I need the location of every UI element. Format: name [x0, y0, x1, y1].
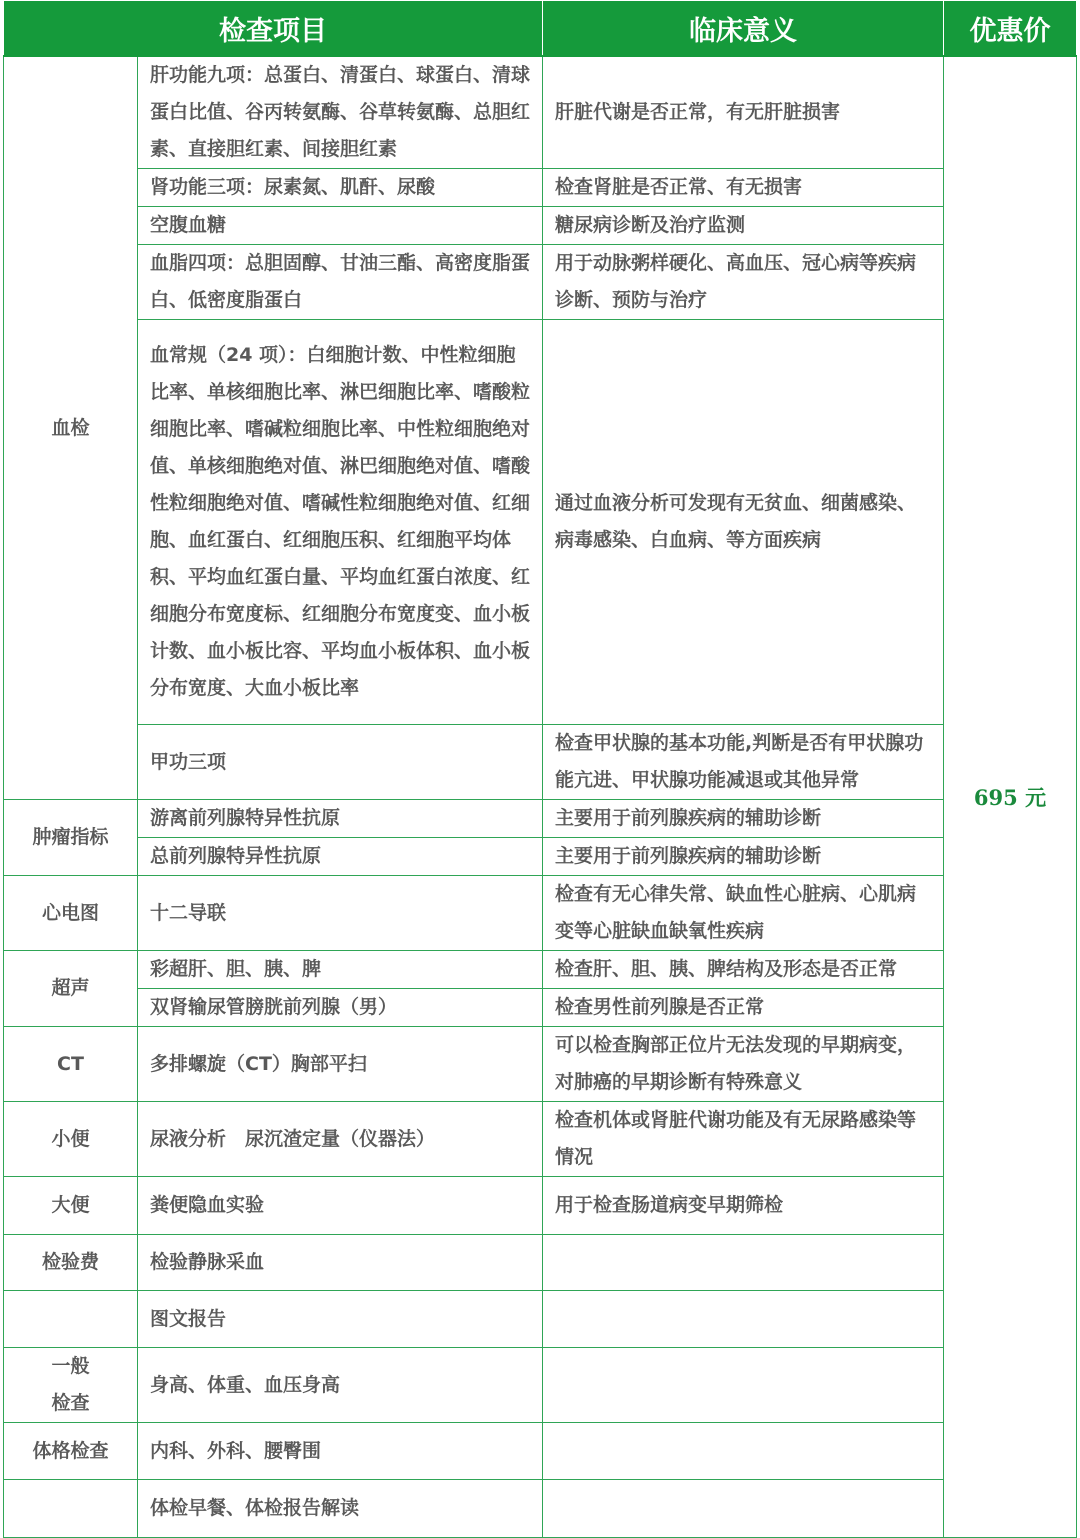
item-stool: 粪便隐血实验: [138, 1177, 543, 1235]
item-glucose: 空腹血糖: [138, 207, 543, 245]
table-row: [4, 1027, 1077, 1102]
item-tpsa: 总前列腺特异性抗原: [138, 838, 543, 876]
table-row: [4, 1102, 1077, 1177]
table-row: [4, 876, 1077, 951]
table-row: [4, 207, 1077, 245]
meaning-physical-empty: [543, 1423, 944, 1480]
table-row: [4, 169, 1077, 207]
table-header-row: [4, 1, 1077, 57]
category-ultrasound: 超声: [4, 951, 138, 1027]
item-thyroid: 甲功三项: [138, 725, 543, 800]
category-ecg: 心电图: [4, 876, 138, 951]
category-general-line2: 检查: [51, 1392, 90, 1414]
meaning-breakfast-empty: [543, 1480, 944, 1538]
meaning-us-urology: 检查男性前列腺是否正常: [543, 989, 944, 1027]
category-general-line1: 一般: [51, 1355, 90, 1377]
meaning-report-empty: [543, 1291, 944, 1348]
meaning-us-abdomen: 检查肝、胆、胰、脾结构及形态是否正常: [543, 951, 944, 989]
package-table: [3, 0, 1077, 1538]
table-row: [4, 56, 1077, 169]
table-row: [4, 245, 1077, 320]
table-row: [4, 1291, 1077, 1348]
item-venous: 检验静脉采血: [138, 1235, 543, 1291]
meaning-thyroid: 检查甲状腺的基本功能,判断是否有甲状腺功能亢进、甲状腺功能减退或其他异常: [543, 725, 944, 800]
item-physical: 内科、外科、腰臀围: [138, 1423, 543, 1480]
category-tumor: 肿瘤指标: [4, 800, 138, 876]
price-value: 695 元: [944, 56, 1077, 1538]
item-ecg: 十二导联: [138, 876, 543, 951]
table-row: [4, 989, 1077, 1027]
table-row: [4, 1423, 1077, 1480]
item-cbc: 血常规（24 项）：白细胞计数、中性粒细胞比率、单核细胞比率、淋巴细胞比率、嗜酸粒细胞比率、嗜碱粒细胞比率、中性粒细胞绝对值、单核细胞绝对值、淋巴细胞绝对值、嗜酸性粒细胞绝对值、嗜碱性粒细胞绝对值、红细胞、血红蛋白、红细胞压积、红细胞平均体积、平均血红蛋白量、平均血红蛋白浓度、红细胞分布宽度标、红细胞分布宽度变、血小板计数、血小板比容、平均血小板体积、血小板分布宽度、大血小板比率: [138, 320, 543, 725]
table-row: [4, 1480, 1077, 1538]
category-stool: 大便: [4, 1177, 138, 1235]
meaning-general-empty: [543, 1348, 944, 1423]
meaning-ct: 可以检查胸部正位片无法发现的早期病变，对肺癌的早期诊断有特殊意义: [543, 1027, 944, 1102]
item-lipid: 血脂四项：总胆固醇、甘油三酯、高密度脂蛋白、低密度脂蛋白: [138, 245, 543, 320]
meaning-lipid: 用于动脉粥样硬化、高血压、冠心病等疾病诊断、预防与治疗: [543, 245, 944, 320]
meaning-kidney: 检查肾脏是否正常、有无损害: [543, 169, 944, 207]
item-report: 图文报告: [138, 1291, 543, 1348]
header-item: 检查项目: [4, 1, 543, 57]
item-kidney: 肾功能三项：尿素氮、肌酐、尿酸: [138, 169, 543, 207]
meaning-cbc: 通过血液分析可发现有无贫血、细菌感染、病毒感染、白血病、等方面疾病: [543, 320, 944, 725]
meaning-stool: 用于检查肠道病变早期筛检: [543, 1177, 944, 1235]
category-urine: 小便: [4, 1102, 138, 1177]
table-row: [4, 1177, 1077, 1235]
category-empty: [4, 1291, 138, 1348]
item-fpsa: 游离前列腺特异性抗原: [138, 800, 543, 838]
item-us-urology: 双肾输尿管膀胱前列腺（男）: [138, 989, 543, 1027]
item-breakfast: 体检早餐、体检报告解读: [138, 1480, 543, 1538]
item-liver: 肝功能九项：总蛋白、清蛋白、球蛋白、清球蛋白比值、谷丙转氨酶、谷草转氨酶、总胆红素、直接胆红素、间接胆红素: [138, 56, 543, 169]
category-physical: 体格检查: [4, 1423, 138, 1480]
table-row: [4, 725, 1077, 800]
item-ct: 多排螺旋（CT）胸部平扫: [138, 1027, 543, 1102]
table-row: [4, 838, 1077, 876]
header-price: 优惠价: [944, 1, 1077, 57]
category-lab-fee: 检验费: [4, 1235, 138, 1291]
category-ct: CT: [4, 1027, 138, 1102]
table-row: [4, 1235, 1077, 1291]
table-row: [4, 951, 1077, 989]
meaning-fpsa: 主要用于前列腺疾病的辅助诊断: [543, 800, 944, 838]
meaning-urine: 检查机体或肾脏代谢功能及有无尿路感染等情况: [543, 1102, 944, 1177]
header-meaning: 临床意义: [543, 1, 944, 57]
table-row: [4, 320, 1077, 725]
meaning-tpsa: 主要用于前列腺疾病的辅助诊断: [543, 838, 944, 876]
item-us-abdomen: 彩超肝、胆、胰、脾: [138, 951, 543, 989]
table-row: [4, 1348, 1077, 1423]
meaning-liver: 肝脏代谢是否正常，有无肝脏损害: [543, 56, 944, 169]
category-empty: [4, 1480, 138, 1538]
category-blood: 血检: [4, 56, 138, 800]
category-general: [4, 1348, 138, 1423]
item-general: 身高、体重、血压身高: [138, 1348, 543, 1423]
meaning-venous-empty: [543, 1235, 944, 1291]
meaning-ecg: 检查有无心律失常、缺血性心脏病、心肌病变等心脏缺血缺氧性疾病: [543, 876, 944, 951]
meaning-glucose: 糖尿病诊断及治疗监测: [543, 207, 944, 245]
item-urine: 尿液分析 尿沉渣定量（仪器法）: [138, 1102, 543, 1177]
table-row: [4, 800, 1077, 838]
